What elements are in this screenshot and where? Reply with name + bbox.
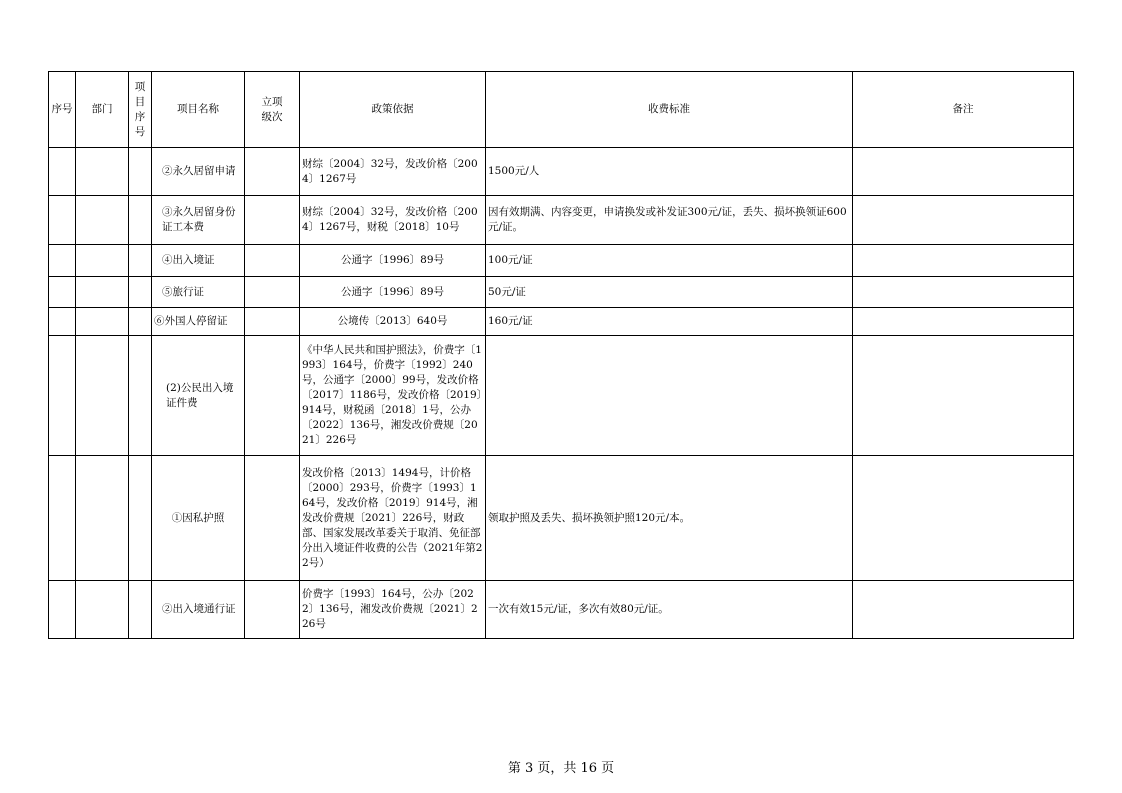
cell-proj-seq <box>129 148 152 196</box>
cell-remark <box>853 456 1074 581</box>
cell-proj-seq <box>129 456 152 581</box>
fee-table <box>48 71 1074 639</box>
cell-dept <box>76 196 129 245</box>
cell-policy: 公通字〔1996〕89号 <box>300 277 486 308</box>
table-row <box>49 196 1074 245</box>
cell-policy: 《中华人民共和国护照法》，价费字〔1993〕164号，价费字〔1992〕240号，公通字〔2000〕99号，发改价格〔2017〕1186号，发改价格〔2019〕914号，财税函〔2018〕1号，公办〔2022〕136号，湘发改价费规〔2021〕226号 <box>300 336 486 456</box>
cell-level <box>245 196 300 245</box>
cell-standard <box>486 336 853 456</box>
cell-standard: 1500元/人 <box>486 148 853 196</box>
cell-remark <box>853 196 1074 245</box>
table-row <box>49 277 1074 308</box>
header-row <box>49 72 1074 148</box>
cell-level <box>245 581 300 639</box>
cell-level <box>245 308 300 336</box>
cell-remark <box>853 245 1074 277</box>
header-seq: 序号 <box>49 72 76 148</box>
table-row <box>49 456 1074 581</box>
cell-level <box>245 456 300 581</box>
cell-remark <box>853 308 1074 336</box>
cell-dept <box>76 277 129 308</box>
cell-remark <box>853 148 1074 196</box>
page-footer: 第 3 页，共 16 页 <box>507 761 615 776</box>
cell-seq <box>49 196 76 245</box>
cell-standard: 一次有效15元/证，多次有效80元/证。 <box>486 581 853 639</box>
cell-remark <box>853 581 1074 639</box>
cell-policy: 价费字〔1993〕164号，公办〔2022〕136号，湘发改价费规〔2021〕226号 <box>300 581 486 639</box>
cell-dept <box>76 456 129 581</box>
cell-seq <box>49 336 76 456</box>
cell-proj-seq <box>129 308 152 336</box>
cell-name: ⑤旅行证 <box>152 277 245 308</box>
table-row <box>49 336 1074 456</box>
header-proj-seq: 项目序号 <box>129 72 152 148</box>
cell-proj-seq <box>129 245 152 277</box>
cell-dept <box>76 148 129 196</box>
cell-seq <box>49 308 76 336</box>
header-proj-name: 项目名称 <box>152 72 245 148</box>
cell-policy: 发改价格〔2013〕1494号，计价格〔2000〕293号，价费字〔1993〕164号，发改价格〔2019〕914号，湘发改价费规〔2021〕226号，财政部、国家发展改革委关于取消、免征部分出入境证件收费的公告（2021年第22号） <box>300 456 486 581</box>
cell-name: ①因私护照 <box>152 456 245 581</box>
cell-policy: 财综〔2004〕32号，发改价格〔2004〕1267号，财税〔2018〕10号 <box>300 196 486 245</box>
cell-name: ②永久居留申请 <box>152 148 245 196</box>
cell-standard: 160元/证 <box>486 308 853 336</box>
cell-proj-seq <box>129 196 152 245</box>
cell-name: ④出入境证 <box>152 245 245 277</box>
cell-dept <box>76 308 129 336</box>
header-policy: 政策依据 <box>300 72 486 148</box>
cell-remark <box>853 336 1074 456</box>
cell-policy: 公通字〔1996〕89号 <box>300 245 486 277</box>
cell-standard: 领取护照及丢失、损坏换领护照120元/本。 <box>486 456 853 581</box>
cell-seq <box>49 148 76 196</box>
cell-seq <box>49 277 76 308</box>
cell-level <box>245 277 300 308</box>
cell-standard: 100元/证 <box>486 245 853 277</box>
cell-dept <box>76 336 129 456</box>
cell-policy: 公境传〔2013〕640号 <box>300 308 486 336</box>
header-dept: 部门 <box>76 72 129 148</box>
cell-dept <box>76 581 129 639</box>
cell-name: ②出入境通行证 <box>152 581 245 639</box>
cell-standard: 因有效期满、内容变更，申请换发或补发证300元/证，丢失、损坏换领证600元/证。 <box>486 196 853 245</box>
cell-proj-seq <box>129 581 152 639</box>
cell-policy: 财综〔2004〕32号，发改价格〔2004〕1267号 <box>300 148 486 196</box>
cell-standard: 50元/证 <box>486 277 853 308</box>
header-remark: 备注 <box>853 72 1074 148</box>
cell-dept <box>76 245 129 277</box>
cell-proj-seq <box>129 336 152 456</box>
cell-level <box>245 148 300 196</box>
cell-level <box>245 245 300 277</box>
cell-proj-seq <box>129 277 152 308</box>
table-row <box>49 245 1074 277</box>
cell-seq <box>49 581 76 639</box>
cell-seq <box>49 456 76 581</box>
cell-name: ⑥外国人停留证 <box>152 308 245 336</box>
cell-name: (2)公民出入境证件费 <box>152 336 245 456</box>
cell-level <box>245 336 300 456</box>
table-row <box>49 148 1074 196</box>
header-level: 立项级次 <box>245 72 300 148</box>
cell-remark <box>853 277 1074 308</box>
table-row <box>49 308 1074 336</box>
table-row <box>49 581 1074 639</box>
cell-seq <box>49 245 76 277</box>
cell-name: ③永久居留身份证工本费 <box>152 196 245 245</box>
header-standard: 收费标准 <box>486 72 853 148</box>
